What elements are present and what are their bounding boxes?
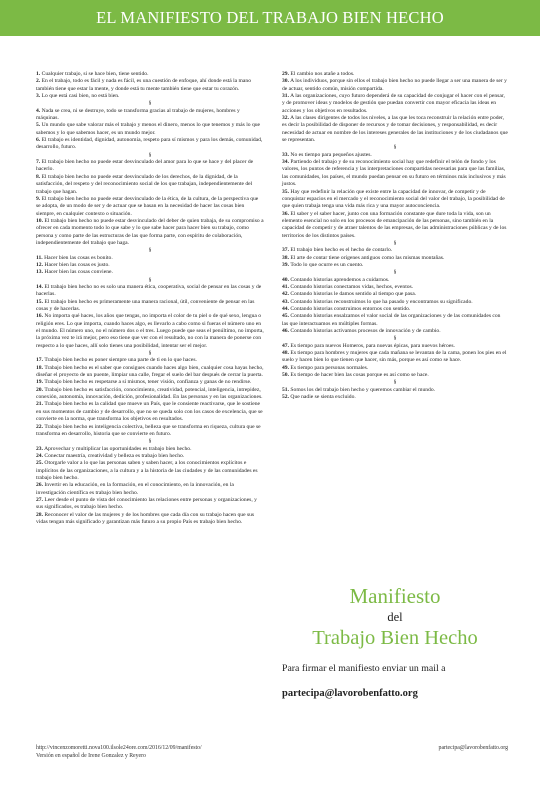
footer-contact-link[interactable]: partecipa@lavorobenfatto.org [438, 745, 508, 751]
item-text: Trabajo bien hecho es la calidad que mueve un País, que le consiente reactivarse, que le sostiene en sus momentos de cambio y de desarrollo, que no se queda solo con los casos de excelencia, que se convierte en la norma, que transforma los objetivos en resultados. [36, 401, 263, 423]
item-number: 48. [282, 350, 289, 357]
manifesto-item [36, 512, 264, 527]
manifesto-item [36, 174, 264, 196]
manifesto-item [282, 365, 508, 372]
item-number: 28. [36, 511, 43, 518]
item-text: El saber y el saber hacer, junto con una formación constante que dure toda la vida, son un elemento esencial no solo en los procesos de emancipación de las personas, sino también en la capacidad de competir y de atraer talentos de las empresas, de las administraciones públicas y de los territorios de los distintos países. [282, 210, 507, 239]
item-text: Es tiempo para hombres y mujeres que cada mañana se levantan de la cama, ponen los pies en el suelo y hacen bien lo que tienen que hacer, sin más, porque es así como se hace. [282, 350, 507, 364]
item-number: 30. [282, 78, 289, 85]
manifesto-item [36, 313, 264, 350]
item-number: 23. [36, 445, 43, 452]
manifesto-item [282, 343, 508, 350]
manifesto-item [282, 291, 508, 298]
item-text: Contando historias aprendemos a cuidarnos. [290, 276, 390, 283]
section-divider: § [148, 276, 152, 283]
item-number: 22. [36, 423, 43, 430]
item-text: Que nadie se sienta excluido. [290, 394, 356, 401]
section-divider: § [393, 379, 397, 386]
manifesto-item [282, 284, 508, 291]
item-text: A los individuos, porque sin ellos el trabajo bien hecho no puede llegar a ser una manera de ser y de actuar, sentido común, misión compartida. [282, 78, 507, 92]
manifesto-item [282, 211, 508, 240]
item-text: Trabajo bien hecho es el saber que consigues cuando haces algo bien, cualquier cosa hayas hecho, diseñar el proyecto de un puente, limpiar una calle, fregar el suelo del bar después de cerrar la puerta. [36, 364, 264, 379]
item-text: No es tiempo para pequeños ajustes. [290, 151, 372, 158]
item-text: El trabajo bien hecho es el hecho de contarlo. [290, 247, 393, 254]
manifesto-item [36, 497, 264, 512]
item-text: Otorgarle valor a lo que las personas saben y saben hacer, a los conocimientos explícitos e implícitos de las organizaciones, a la cultura y a la historia de las ciudades y de las comunidades es trabajo bien hecho. [36, 460, 258, 481]
item-text: Somos los del trabajo bien hecho y queremos cambiar el mundo. [290, 386, 436, 393]
manifesto-item [36, 159, 264, 174]
item-text: El trabajo bien hecho no puede estar desvinculado del amor para lo que se hace y del placer de hacerlo. [36, 159, 254, 173]
item-text: Un mundo que sabe valorar más el trabajo y menos el dinero, menos lo que tenemos y más lo que sabemos y lo que sabemos hacer, es un mundo mejor. [36, 122, 261, 136]
item-number: 2. [36, 78, 41, 85]
section-divider: § [393, 269, 397, 276]
item-number: 17. [36, 357, 43, 364]
item-number: 27. [36, 496, 43, 503]
right-column [282, 71, 508, 401]
item-number: 1. [36, 71, 41, 77]
manifesto-item [36, 446, 264, 453]
item-number: 12. [36, 261, 43, 268]
item-number: 42. [282, 291, 289, 298]
item-text: Hay que redefinir la relación que existe entre la capacidad de innovar, de competir y de conquistar espacios en el mercado y el reconocimiento social del valor del trabajo, la posibilidad de que quien trabaja tenga una vida más rica y una mayor autoconciencia. [282, 188, 505, 210]
item-number: 44. [282, 306, 289, 312]
item-number: 9. [36, 195, 41, 202]
manifesto-item [282, 350, 508, 365]
manifesto-item [36, 218, 264, 247]
item-text: Cualquier trabajo, si se hace bien, tiene sentido. [41, 71, 149, 77]
manifesto-item [282, 372, 508, 379]
item-text: El trabajo bien hecho no puede estar desvinculado de la ética, de la cultura, de la perspectiva que se adopta, de un modo de ser y de actuar que se basan en la necesidad de hacer las cosas bien siempre, en cualquier contexto o situación. [36, 195, 259, 217]
page-title: EL MANIFIESTO DEL TRABAJO BIEN HECHO [96, 8, 444, 27]
manifesto-item [36, 460, 264, 482]
manifesto-item [282, 387, 508, 394]
promo-instruction: Para firmar el manifiesto enviar un mail a [282, 663, 446, 674]
manifesto-item [282, 306, 508, 313]
item-text: Es tiempo para personas normales. [290, 364, 369, 371]
item-text: Conectar maestría, creatividad y belleza es trabajo bien hecho. [44, 452, 185, 459]
manifesto-item [282, 93, 508, 115]
item-number: 45. [282, 313, 289, 320]
item-number: 7. [36, 159, 41, 166]
item-text: Hacer bien las cosas conviene. [44, 269, 113, 276]
item-number: 36. [282, 210, 289, 217]
manifesto-item [36, 122, 264, 137]
item-number: 32. [282, 115, 289, 122]
section-divider: § [148, 438, 152, 445]
item-text: El trabajo bien hecho no puede estar desvinculado de los derechos, de la dignidad, de la satisfacción, del respeto y del reconocimiento social de los que trabajan, independientemente del trabajo que hagan. [36, 173, 253, 195]
left-column [36, 71, 264, 526]
footer-credit: Versión en español de Irene Gonzalez y Reyero [36, 753, 146, 759]
manifesto-item [36, 255, 264, 262]
item-text: El trabajo bien hecho no puede estar desvinculado del deber de quien trabaja, de su compromiso a ofrecer en cada momento todo lo que sabe y lo que sabe hacer para hacer bien su trabajo, como persona y como parte de las estructuras de las que forma parte, con espíritu de colaboración, independientemente del trabajo que haga. [36, 217, 264, 246]
item-text: El trabajo bien hecho es primeramente una manera racional, útil, conveniente de pensar en las cosas y de hacerlas. [36, 298, 255, 312]
item-text: Partiendo del trabajo y de su reconocimiento social hay que redefinir el telón de fondo y los valores, los puntos de referencia y las interpretaciones compartidas necesarias para que las familias, las comunidades, los países, el mundo puedan pensar en su futuro en términos más inclusivos y más justos. [282, 159, 506, 188]
item-number: 40. [282, 276, 289, 283]
item-number: 13. [36, 269, 43, 276]
item-number: 49. [282, 364, 289, 371]
promo-email-link[interactable]: partecipa@lavorobenfatto.org [282, 688, 418, 699]
item-number: 33. [282, 151, 289, 158]
item-text: Lo que está casi bien, no está bien. [41, 93, 120, 100]
item-number: 39. [282, 261, 289, 268]
item-text: Contando historias le damos sentido al tiempo que pasa. [290, 291, 417, 298]
manifesto-item [282, 189, 508, 211]
manifesto-item [36, 401, 264, 423]
item-number: 43. [282, 298, 289, 305]
item-number: 24. [36, 452, 43, 459]
section-divider: § [148, 100, 152, 107]
item-text: Es tiempo para nuevos Homeros, para nuevas épicas, para nuevos héroes. [290, 342, 455, 349]
item-text: Hacer bien las cosas es bonito. [44, 254, 113, 261]
manifesto-item [36, 196, 264, 218]
promo-title-trabajo: Trabajo Bien Hecho [312, 627, 478, 649]
item-text: Trabajo bien hecho es poner siempre una parte de ti en lo que haces. [44, 357, 197, 364]
section-divider: § [393, 239, 397, 246]
item-text: Todo lo que ocurre es un cuento. [290, 261, 364, 268]
item-text: Hacer bien las cosas es justo. [44, 261, 110, 268]
item-text: A las clases dirigentes de todos los niveles, a las que les toca reconstruir la relación entre poder, es decir la posibilidad de disponer de recursos y de tomar decisiones, y responsabilidad, es decir necesidad de actuar en nombre de los intereses generales de las instituciones y de los ciudadanos que se representan. [282, 115, 508, 144]
item-number: 50. [282, 372, 289, 379]
item-text: El arte de contar tiene orígenes antiguos como las mismas montañas. [290, 254, 445, 261]
manifesto-item [36, 137, 264, 152]
manifesto-item [282, 115, 508, 144]
footer-left [36, 744, 202, 760]
item-number: 46. [282, 328, 289, 335]
manifesto-item [36, 482, 264, 497]
section-divider: § [148, 350, 152, 357]
item-text: Trabajo bien hecho es satisfacción, conocimiento, creatividad, potencial, inteligencia, intrepidez, conexión, autonomía, innovación, dedición, profesionalidad. En las personas y en las organizaciones. [36, 386, 263, 401]
item-text: Es tiempo de hacer bien las cosas porque es así como se hace. [290, 372, 429, 379]
item-text: Contando historias construimos entornos con sentido. [290, 306, 411, 312]
manifesto-item [282, 159, 508, 188]
item-number: 41. [282, 283, 289, 290]
item-text: Trabajo bien hecho es inteligencia colectiva, belleza que se transforma en riqueza, cultura que se transforma en desarrollo, historia que se convierte en futuro. [36, 423, 261, 437]
item-number: 38. [282, 254, 289, 261]
item-number: 5. [36, 122, 41, 129]
item-number: 16. [36, 313, 43, 320]
item-number: 21. [36, 401, 43, 408]
item-text: No importa qué haces, los años que tengas, no importa el color de tu piel o de qué sexo, lengua o religión eres. Lo que importa, cuando haces algo, es llevarlo a cabo como si fueras el número uno en el mundo. El número uno, no el número dos o el tres. Luego puede que seas el penúltimo, no importa, la próxima vez te irá mejor, pero eso tiene que ver con el resultado, no con la manera de ponerse con respecto a lo que haces, allí solo tienes una posibilidad, intentar ser el mejor. [36, 313, 264, 349]
manifesto-item [36, 453, 264, 460]
item-number: 51. [282, 386, 289, 393]
item-text: Aprovechar y multiplicar las oportunidades es trabajo bien hecho. [44, 445, 192, 452]
manifesto-item [282, 277, 508, 284]
manifesto-item [282, 313, 508, 328]
item-number: 29. [282, 71, 289, 77]
manifesto-item [36, 379, 264, 386]
manifesto-item [282, 247, 508, 254]
manifesto-item [36, 262, 264, 269]
item-number: 19. [36, 379, 43, 386]
item-number: 8. [36, 173, 41, 180]
item-number: 4. [36, 107, 41, 114]
manifesto-item [282, 262, 508, 269]
item-number: 52. [282, 394, 289, 401]
item-text: A las organizaciones, cuyo futuro dependerá de su capacidad de conjugar el hacer con el pensar, y de promover ideas y modelos de gestión que puedan convertir con mayor eficacia las ideas en acciones y los objetivos en resultados. [282, 93, 505, 114]
manifesto-item [282, 255, 508, 262]
item-text: Nada se crea, ni se destruye, todo se transforma gracias al trabajo de mujeres, hombres y máquinas. [36, 107, 240, 122]
item-text: Leer desde el punto de vista del conocimiento las relaciones entre personas y organizaciones, y sus significados, es trabajo bien hecho. [36, 496, 257, 511]
item-text: Trabajo bien hecho es respetarse a sí mismos, tener visión, confianza y ganas de no rendirse. [44, 379, 252, 386]
item-number: 31. [282, 93, 289, 100]
footer-url-link[interactable]: http://vincenzomoretti.nova100.ilsole24ore.com/2016/12/09/manifesto/ [36, 745, 202, 751]
item-text: El cambio nos atañe a todos. [290, 71, 355, 77]
item-number: 20. [36, 386, 43, 393]
item-number: 15. [36, 298, 43, 305]
manifesto-item [36, 93, 264, 100]
item-text: En el trabajo, todo es fácil y nada es fácil, es una cuestión de enfoque, ahí donde está la mano también tiene que estar la mente, y donde está tu mente también tiene que estar tu corazón. [36, 78, 251, 92]
item-number: 3. [36, 93, 41, 100]
item-text: Contando historias activamos procesos de innovación y de cambio. [290, 328, 441, 335]
item-text: Contando historias reconstruimos lo que ha pasado y encontramos su significado. [290, 298, 473, 305]
manifesto-item [36, 299, 264, 314]
manifesto-item [36, 357, 264, 364]
manifesto-item [36, 269, 264, 276]
item-number: 37. [282, 247, 289, 254]
item-number: 6. [36, 137, 41, 144]
manifesto-item [36, 108, 264, 123]
manifesto-item [36, 424, 264, 439]
item-text: El trabajo bien hecho no es solo una manera ética, cooperativa, social de pensar en las cosas y de hacerlas. [36, 283, 262, 298]
item-number: 18. [36, 364, 43, 371]
manifesto-item [36, 78, 264, 93]
manifesto-item [36, 387, 264, 402]
item-number: 26. [36, 482, 43, 489]
section-divider: § [148, 247, 152, 254]
manifesto-item [36, 365, 264, 380]
promo-title-manifiesto: Manifiesto [349, 584, 441, 608]
item-number: 35. [282, 188, 289, 195]
item-text: Contando historias conectamos vidas, hechos, eventos. [290, 283, 414, 290]
section-divider: § [393, 335, 397, 342]
manifesto-item [282, 394, 508, 401]
item-number: 11. [36, 254, 43, 261]
manifesto-item [282, 328, 508, 335]
item-text: Reconocer el valor de las mujeres y de los hombres que cada día con su trabajo hacen que sus vidas tengan más significado y garantizan más futuro a su propio País es trabajo bien hecho. [36, 511, 255, 525]
item-text: El trabajo es identidad, dignidad, autonomía, respeto para sí mismos y para los demás, comunidad, desarrollo, futuro. [36, 137, 263, 151]
signup-promo [282, 584, 508, 700]
section-divider: § [148, 151, 152, 158]
promo-title-del: del [387, 610, 403, 624]
item-number: 25. [36, 460, 43, 467]
item-number: 14. [36, 283, 43, 290]
manifesto-item [282, 299, 508, 306]
manifesto-item [282, 78, 508, 93]
section-divider: § [393, 144, 397, 151]
item-number: 47. [282, 342, 289, 349]
manifesto-item [36, 284, 264, 299]
title-banner [0, 0, 540, 36]
footer-right [439, 744, 508, 752]
manifesto-item [282, 71, 508, 78]
item-number: 34. [282, 159, 289, 166]
item-text: Invertir en la educación, en la formación, en el conocimiento, en la innovación, en la investigación científica es trabajo bien hecho. [36, 482, 234, 496]
item-number: 10. [36, 217, 43, 224]
item-text: Contando historias ensalzamos el valor social de las organizaciones y de las comunidades con las que interactuamos en múltiples formas. [282, 313, 501, 327]
